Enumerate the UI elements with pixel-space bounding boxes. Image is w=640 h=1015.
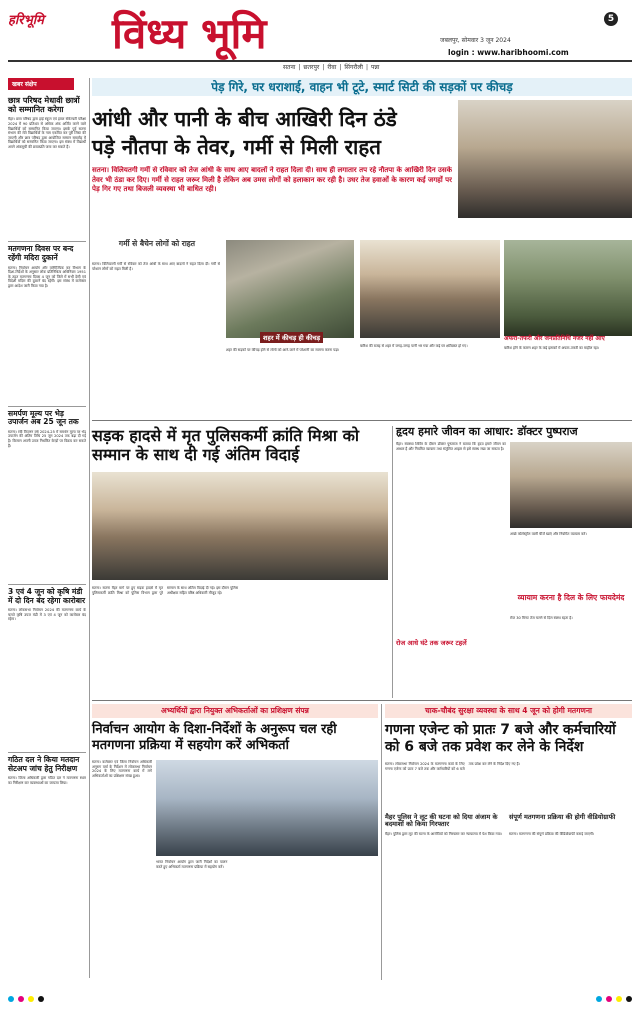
- lead-col3-body: बारिश की बजह से शहर में जगह-जगह पानी भर गया और कई घर क्षतिग्रस्त हो गए।: [360, 344, 468, 348]
- print-marks: [0, 992, 640, 1010]
- story4-kicker: अभ्यर्थियों द्वारा नियुक्त अभिकर्ताओं का प्रशिक्षण संपन्न: [92, 704, 378, 718]
- story3-box-headline: व्यायाम करना है दिल के लिए फायदेमंद: [517, 593, 625, 602]
- lead-photo-scooter: [504, 240, 632, 336]
- story-police-tribute: [92, 426, 388, 700]
- story3-box-body: रोज 30 मिनट तेज चलने से दिल स्वस्थ रहता है।: [510, 616, 573, 620]
- lead-col2-body: शहर की सड़कों पर कीचड़ होने से लोगों को आने-जाने में परेशानी का सामना करना पड़ा।: [226, 348, 340, 352]
- story4-photo: [156, 760, 378, 856]
- sidebar-item-body: मैहर। छात्र परिषद द्वारा हाई स्कूल एवं हायर सेकेण्डरी परीक्षा 2024 में 90 प्रतिशत से अधिक अंक अर्जित करने वाले विद्यार्थियों को सम्मानित किया जाएगा। इसके पूर्व सतना संभाग की रोते विद्यार्थियों के नाम एकत्रित कर पूरी लिस्ट की जाएगी और छात्र परिषद द्वारा आयोजित सम्मान समारोह में विद्यार्थियों को सम्मानित किया जाएगा। इस संबंध में विद्यार्थी अपने अंकसूची की छायाप्रति जमा कर सकते हैं।: [8, 117, 86, 149]
- lead-photo-collapse: [360, 240, 500, 338]
- story5-sub2-body: सतना। मतगणना की संपूर्ण प्रक्रिया की वीडियोग्राफी कराई जाएगी।: [509, 832, 595, 836]
- story3-photo: [510, 442, 632, 528]
- city-rewa[interactable]: रीवा: [327, 64, 337, 71]
- sidebar-item-body: सतना। रबी विपणन वर्ष 2024-25 में समर्थन मूल्य पर भेड़ उपार्जन की अंतिम तिथि 25 जून 2024 तक बढ़ा दी गई है। किसान अपनी उपज निर्धारित केन्द्रों पर विक्रय कर सकते हैं।: [8, 429, 86, 448]
- city-strip: सतना | छतरपुर | रीवा | सिंगरौली | पन्ना: [283, 63, 380, 71]
- dateline: जबलपुर, सोमवार 3 जून 2024: [440, 37, 511, 44]
- page-number: 5: [604, 12, 618, 26]
- sidebar-item-headline: गठित दल ने किया मतदान सेटअप जांच हेतु निरीक्षण: [8, 752, 86, 773]
- lead-headline: आंधी और पानी के बीच आखिरी दिन ठंडे: [92, 107, 397, 131]
- lead-story: [92, 78, 632, 418]
- city-singrauli[interactable]: सिंगरौली: [344, 64, 363, 71]
- section-title: विंध्य भूमि: [112, 9, 267, 58]
- sidebar-item-headline: मतगणना दिवस पर बन्द रहेंगी मदिरा दुकानें: [8, 241, 86, 262]
- lead-kicker: पेड़ गिरे, घर धराशाई, वाहन भी टूटे, स्मार्ट सिटी की सड़कों पर कीचड़: [92, 78, 632, 96]
- sidebar-item-headline: छात्र परिषद मेधावी छात्रों को सम्मानित करेगा: [8, 96, 80, 115]
- sidebar-item-headline: 3 एवं 4 जून को कृषि मंडी में दो दिन बंद रहेगा कारोबार: [8, 584, 86, 605]
- lead-sub-body: सतना। विलियतगी गर्मी से रविवार को तेज आंधी के साथ आए बादलों ने राहत दिला दी। गर्मी से परेशान लोगों को राहत मिली है।: [92, 262, 220, 271]
- sidebar-item-body: सतना। निर्वाचन आयोग और वाणिज्यिक कर विभाग के दिशा-निर्देशों के अनुसार लोक प्रतिनिधित्व अधिनियम 1951 के तहत मतगणना दिवस 4 जून को जिले में सभी देसी एवं विदेशी मदिरा की दुकानें बंद रहेंगी। इस संबंध में कलेक्टर द्वारा आदेश जारी किया गया है।: [8, 265, 86, 288]
- sidebar: [8, 78, 86, 978]
- story5-body: सतना। लोकसभा निर्वाचन 2024 के मतगणना कार्य के लिए गणना एजेन्ट को प्रातः 7 बजे तक और कर्मचारियों को 6 बजे तक प्रवेश कर लेने के निर्देश दिए गए हैं।: [385, 762, 520, 771]
- website[interactable]: login : www.haribhoomi.com: [448, 48, 569, 57]
- story4-headline: निर्वाचन आयोग के दिशा-निर्देशों के अनुरूप चल रही मतगणना प्रक्रिया में सहयोग करें अभिकर्ता: [92, 722, 337, 753]
- lead-col4-body: बारिश होने के कारण शहर के कई इलाकों में अफरा-तफरी का माहौल रहा।: [504, 346, 600, 350]
- sidebar-item-body: सतना। जिला अधिकारी द्वारा गठित दल ने मतगणना स्थल का निरीक्षण कर व्यवस्थाओं का जायजा लिया।: [8, 776, 86, 785]
- story-counting-security: [385, 704, 632, 980]
- story2-body: सतना। सतना मैहर मार्ग पर हुए सड़क हादसे में मृत पुलिसकर्मी क्रांति मिश्रा को पुलिस विभाग द्वारा पूरे सम्मान के साथ अंतिम विदाई दी गई। इस दौरान पुलिस अधीक्षक सहित वरिष्ठ अधिकारी मौजूद रहे।: [92, 586, 238, 595]
- story5-sub1: मैहर पुलिस ने लूट की घटना को दिया अंजाम के बदमाशों को किया गिरफ्तार: [385, 813, 498, 829]
- brand-logo: हरिभूमि: [8, 13, 44, 28]
- story3-body: मैहर। स्वास्थ्य शिविर के दौरान डॉक्टर पुष्पराज ने बताया कि हृदय हमारे जीवन का आधार है और नियमित व्यायाम तथा संतुलित आहार से इसे स्वस्थ रखा जा सकता है।: [396, 442, 506, 451]
- sidebar-label: खबर संक्षेप: [8, 78, 74, 90]
- story4-body: सतना। कलेक्टर एवं जिला निर्वाचन अधिकारी अनुराग वर्मा के निर्देशन में लोकसभा निर्वाचन 2024 के लिए मतगणना कार्य में लगे अभिकर्ताओं का प्रशिक्षण संपन्न हुआ।: [92, 760, 152, 778]
- lead-sub-headline: गर्मी से बैचेन लोगों को राहत: [118, 239, 196, 248]
- story4-body2: भारत निर्वाचन आयोग द्वारा जारी निर्देशों का पालन करते हुए अभिकर्ता मतगणना प्रक्रिया में सहयोग करें।: [156, 860, 228, 869]
- photo-caption: शहर में कीचड़ ही कीचड़: [260, 332, 323, 343]
- lead-intro: सतना। विलियतगी गर्मी से रविवार को तेज आंधी के साथ आए बादलों ने राहत दिला दी। साथ ही लगातार तप रहे नौतपा के आखिरी दिन उसके तेवर भी ठंडा कर दिए। गर्मी से राहत जरूर मिली है लेकिन अब उमस लोगों को हलाकान कर रही है। उधर तेज हवाओं के कारण कई जगहों पर पेड़ गिर गए तथा बिजली व्यवस्था भी बाधित रही।: [92, 166, 452, 194]
- story5-headline: गणना एजेन्ट को प्रातः 7 बजे और कर्मचारियों को 6 बजे तक प्रवेश कर लेने के निर्देश: [385, 722, 616, 755]
- story3-sub-headline: रोज आधे घंटे तक जरूर टहलें: [396, 640, 506, 647]
- lead-headline: पड़े नौतपा के तेवर, गर्मी से मिली राहत: [92, 135, 381, 159]
- story5-sub2: संपूर्ण मतगणना प्रक्रिया की होगी वीडियोग्राफी: [509, 813, 616, 821]
- story3-body2: अच्छे कोलेस्ट्रॉल वाली चीजें खाएं और नियमित व्यायाम करें।: [510, 532, 587, 536]
- story2-headline: सड़क हादसे में मृत पुलिसकर्मी क्रांति मिश्रा को सम्मान के साथ दी गई अंतिम विदाई: [92, 426, 360, 464]
- lead-photo-mud: [226, 240, 354, 338]
- city-panna[interactable]: पन्ना: [370, 64, 380, 71]
- lead-photo-storm: [458, 100, 632, 218]
- story2-photo: [92, 472, 388, 580]
- story-counting-agents: [92, 704, 378, 980]
- story3-headline: हृदय हमारे जीवन का आधार: डॉक्टर पुष्पराज: [396, 425, 578, 438]
- story-heart-health: [396, 426, 632, 700]
- city-satna[interactable]: सतना: [283, 64, 296, 71]
- story5-kicker: चाक-चौबंद सुरक्षा व्यवस्था के साथ 4 जून को होगी मतगणना: [385, 704, 632, 718]
- story5-sub1-body: मैहर। पुलिस द्वारा लूट की घटना के आरोपियों को गिरफ्तार कर न्यायालय में पेश किया गया।: [385, 832, 502, 836]
- sidebar-item-headline: समर्पण मूल्य पर भेड़ उपार्जन अब 25 जून तक: [8, 406, 86, 427]
- masthead: [0, 0, 640, 62]
- photo-caption: अफरा-तफरी और जनप्रतिनिधि नजर नहीं आए: [504, 335, 605, 342]
- city-chhatarpur[interactable]: छतरपुर: [303, 64, 320, 71]
- sidebar-item-body: सतना। लोकसभा निर्वाचन 2024 की मतगणना कार्य के चलते कृषि उपज मंडी में 3 एवं 4 जून को कारोबार बंद रहेगा।: [8, 608, 86, 622]
